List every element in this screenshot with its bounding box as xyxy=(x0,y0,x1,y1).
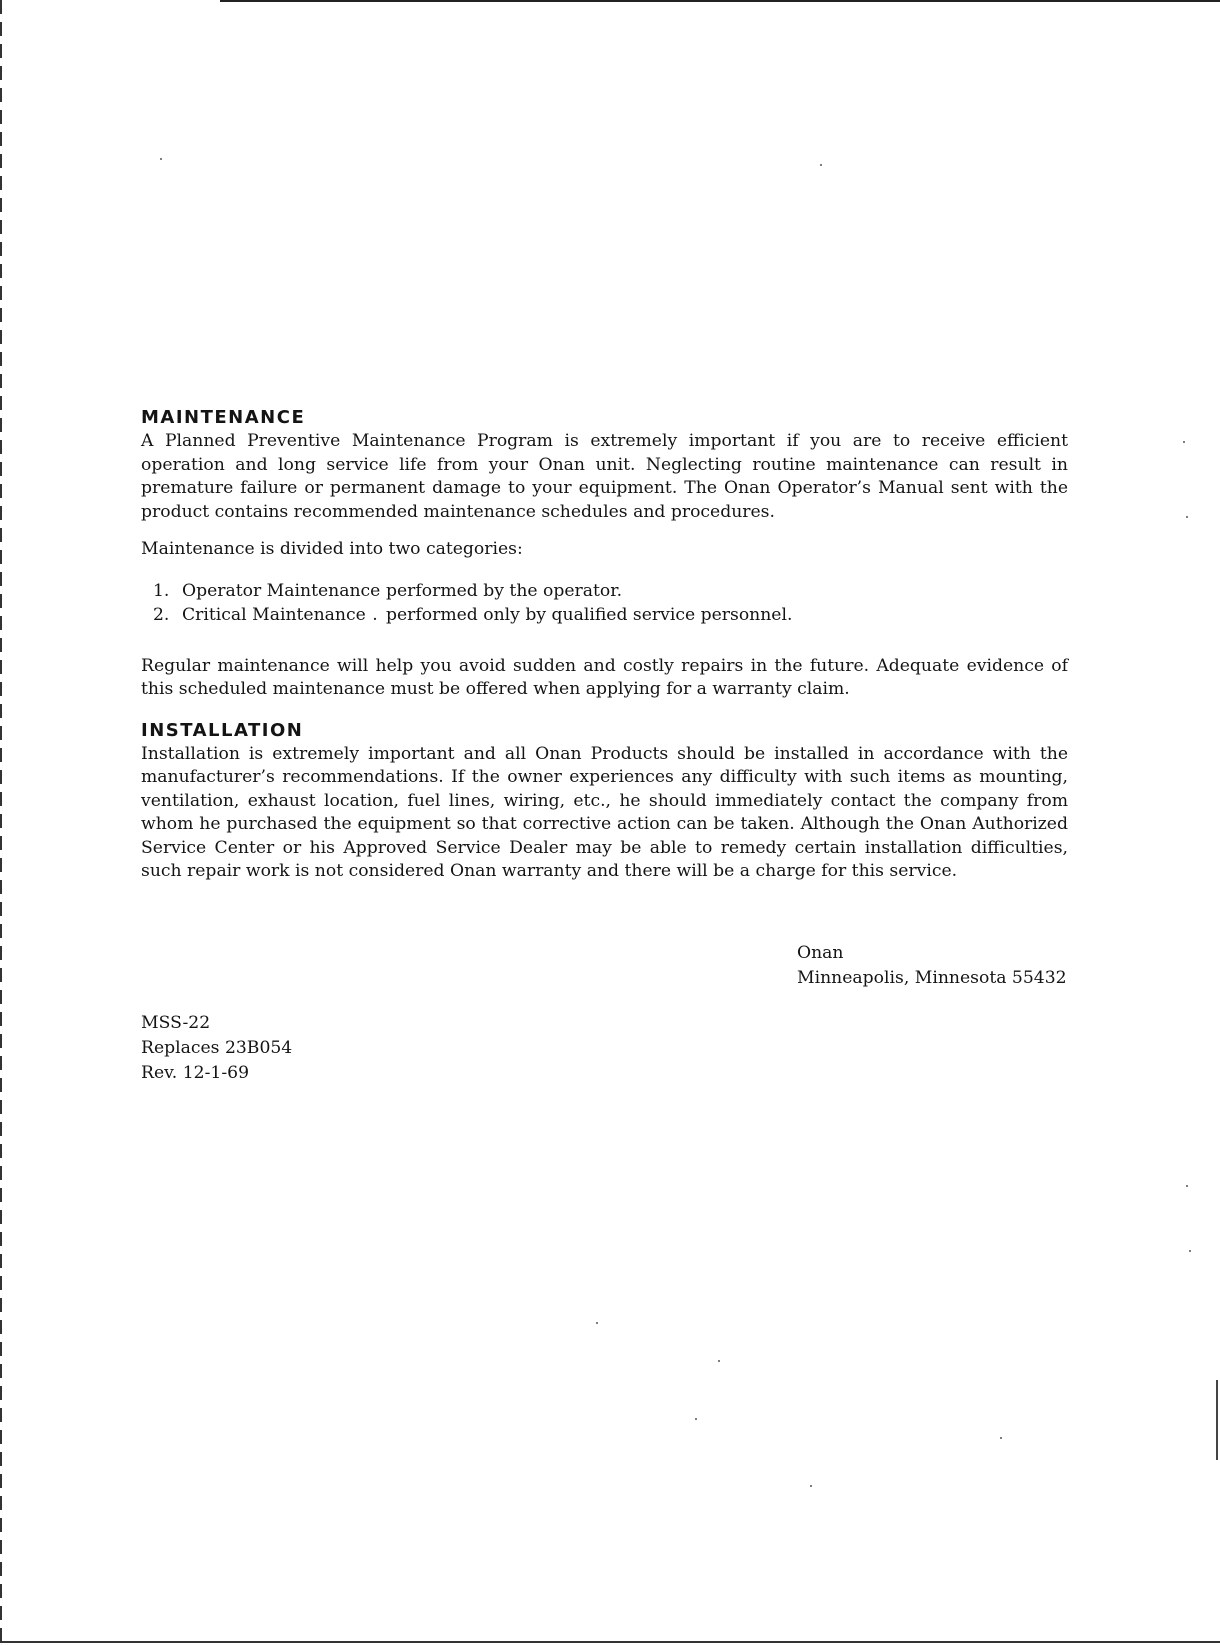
list-item-label: Operator Maintenance . . . xyxy=(182,579,386,603)
signature-block xyxy=(797,941,1067,991)
scan-edge-right xyxy=(1216,1380,1218,1460)
document-code: MSS-22 xyxy=(141,1013,211,1033)
list-item xyxy=(153,579,1068,603)
installation-body: Installation is extremely important and all Onan Products should be installed in accordance with the manufacturer’s recommendations. If the owner experiences any difficulty with such items as mounting, ventilation, exhaust location, fuel lines, wiring, etc., he should immediately contact the company from whom he purchased the equipment so that corrective action can be taken. Although the Onan Authorized Service Center or his Approved Service Dealer may be able to remedy certain installation difficulties, such repair work is not considered Onan warranty and there will be a charge for this service. xyxy=(141,743,1068,881)
scan-speck xyxy=(596,1322,598,1324)
maintenance-closing: Regular maintenance will help you avoid sudden and costly repairs in the future. Adequate evidence of this scheduled maintenance must be offered when applying for a warranty claim. xyxy=(141,655,1068,699)
scan-edge-left xyxy=(0,0,2,1645)
scan-speck xyxy=(695,1418,697,1420)
scan-speck xyxy=(1186,1185,1188,1187)
scan-speck xyxy=(1189,1250,1191,1252)
scan-speck xyxy=(810,1485,812,1487)
scan-speck xyxy=(1000,1437,1002,1439)
list-item-number: 1. xyxy=(153,580,170,601)
company-name: Onan xyxy=(797,943,844,963)
list-item-label: Critical Maintenance . . . xyxy=(182,603,386,627)
maintenance-categories-list xyxy=(153,579,1068,627)
maintenance-heading: MAINTENANCE xyxy=(141,407,306,428)
scan-speck xyxy=(718,1360,720,1362)
scan-speck xyxy=(1183,441,1185,443)
maintenance-intro: A Planned Preventive Maintenance Program is extremely important if you are to receive efficient operation and long service life from your Onan unit. Neglecting routine maintenance can result in premature failure or permanent damage to your equipment. The Onan Operator’s Manual sent with the product contains recommended maintenance schedules and procedures. xyxy=(141,431,1068,522)
revision-date: Rev. 12-1-69 xyxy=(141,1063,249,1083)
document-body xyxy=(141,406,1068,884)
scan-edge-bottom xyxy=(0,1641,1220,1643)
replaces-note: Replaces 23B054 xyxy=(141,1038,293,1058)
scan-speck xyxy=(820,164,822,166)
list-item xyxy=(153,603,1068,627)
list-item-description: performed by the operator. xyxy=(386,580,623,601)
list-item-description: performed only by qualified service personnel. xyxy=(386,604,793,625)
categories-intro: Maintenance is divided into two categories: xyxy=(141,539,523,559)
list-item-number: 2. xyxy=(153,604,170,625)
company-address: Minneapolis, Minnesota 55432 xyxy=(797,968,1067,988)
scan-edge-top xyxy=(220,0,1220,2)
revision-block xyxy=(141,1011,292,1086)
scan-speck xyxy=(160,158,162,160)
scan-speck xyxy=(1186,516,1188,518)
installation-heading: INSTALLATION xyxy=(141,719,304,741)
